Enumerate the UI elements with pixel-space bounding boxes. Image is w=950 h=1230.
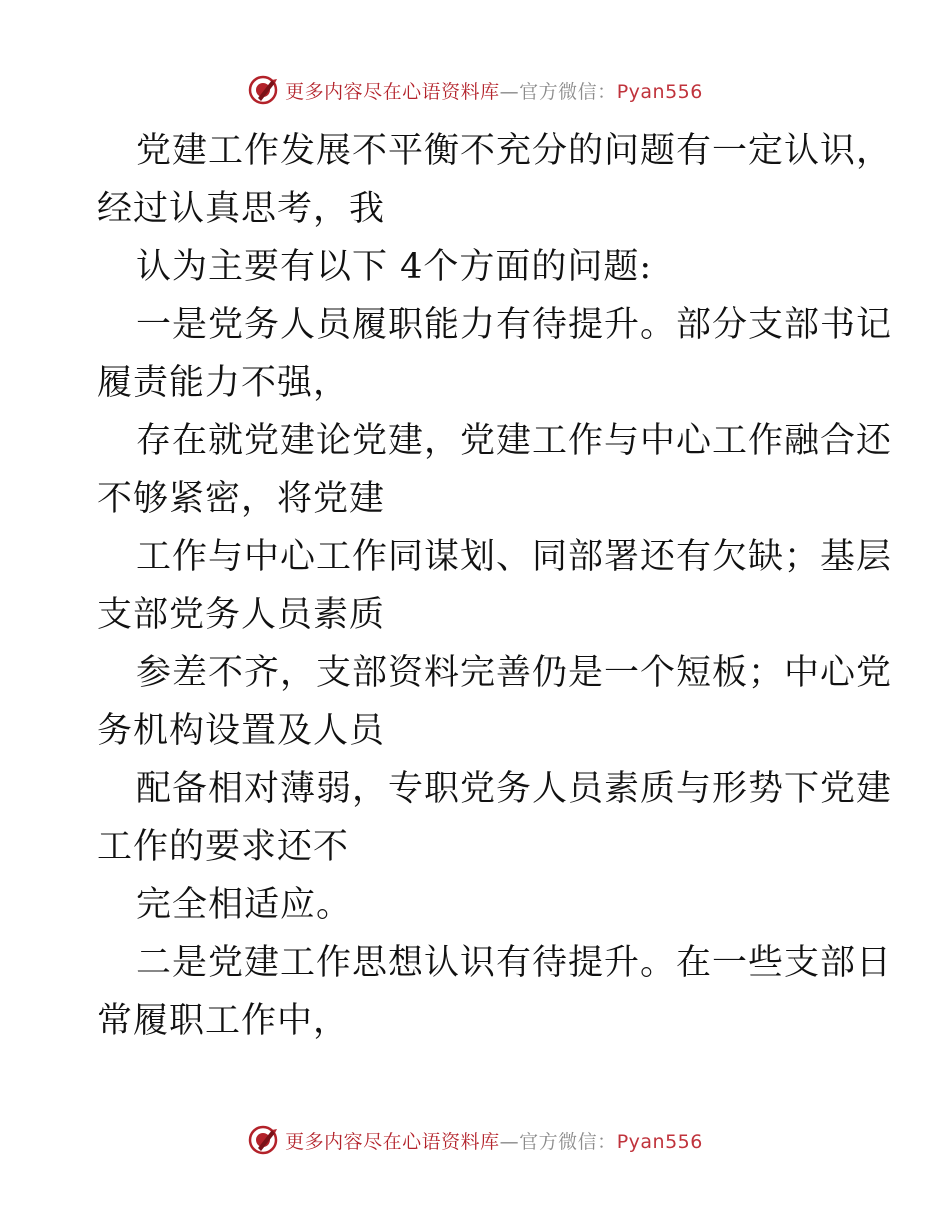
footer-wechat-label: 官方微信： — [519, 1130, 617, 1153]
text-line: 工作与中心工作同谋划、同部署还有欠缺；基层 — [136, 537, 893, 577]
text-line: 二是党建工作思想认识有待提升。在一些支部日 — [136, 943, 893, 983]
footer-separator: — — [499, 1130, 520, 1153]
header-wechat-id: Pyan556 — [616, 80, 703, 103]
footer-banner — [0, 1120, 950, 1160]
header-wechat-label: 官方微信： — [519, 80, 617, 103]
text-line: 履责能力不强， — [97, 363, 350, 403]
text-line: 配备相对薄弱，专职党务人员素质与形势下党建 — [136, 769, 893, 809]
text-line: 支部党务人员素质 — [97, 595, 386, 635]
text-line: 务机构设置及人员 — [97, 711, 386, 751]
text-line: 参差不齐，支部资料完善仍是一个短板；中心党 — [136, 653, 893, 693]
pen-seal-logo-icon — [247, 74, 279, 106]
text-line: 常履职工作中， — [97, 1001, 350, 1041]
header-separator: — — [499, 80, 520, 103]
text-line: 党建工作发展不平衡不充分的问题有一定认识， — [136, 131, 893, 171]
text-line: 不够紧密，将党建 — [97, 479, 386, 519]
text-line: 认为主要有以下 4个方面的问题: — [136, 247, 653, 287]
header-banner-inner — [247, 74, 703, 106]
header-brand: 更多内容尽在心语资料库 — [285, 80, 500, 103]
pen-seal-logo-icon — [247, 1124, 279, 1156]
text-line: 一是党务人员履职能力有待提升。部分支部书记 — [136, 305, 893, 345]
text-line: 存在就党建论党建，党建工作与中心工作融合还 — [136, 421, 893, 461]
footer-banner-inner — [247, 1124, 703, 1156]
footer-wechat-id: Pyan556 — [616, 1130, 703, 1153]
footer-brand: 更多内容尽在心语资料库 — [285, 1130, 500, 1153]
text-line: 经过认真思考，我 — [97, 189, 386, 229]
document-body — [97, 122, 893, 1050]
header-banner — [0, 70, 950, 110]
header-banner-text — [285, 77, 703, 104]
text-line: 工作的要求还不 — [97, 827, 350, 867]
text-line: 完全相适应。 — [136, 885, 353, 925]
footer-banner-text — [285, 1127, 703, 1154]
